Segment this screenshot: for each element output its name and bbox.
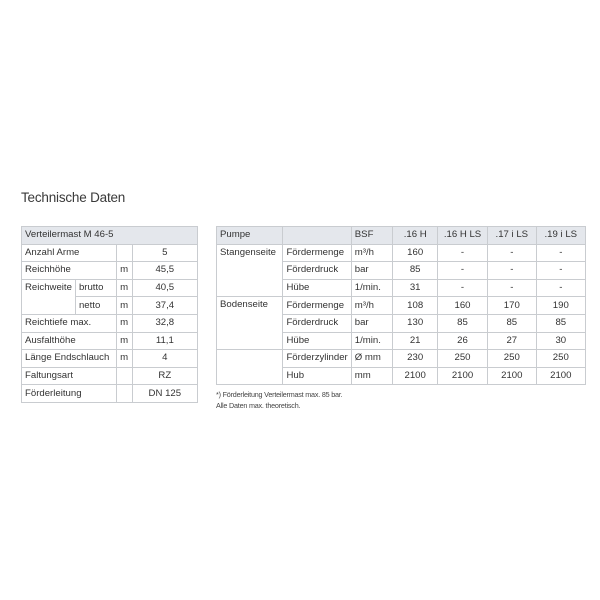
value-cell: 2100 [393,367,438,385]
row-unit: m [116,350,132,368]
value-cell: - [536,244,585,262]
table-row [22,385,198,403]
value-cell: 2100 [536,367,585,385]
value-cell: 190 [536,297,585,315]
param-cell: Hübe [283,279,351,297]
value-cell: - [488,279,537,297]
unit-cell: m³/h [351,297,393,315]
value-cell: - [536,262,585,280]
value-cell: 250 [437,350,487,368]
header-cell-17ils: .17 i LS [488,227,537,245]
row-label: Länge Endschlauch [22,350,117,368]
row-unit [116,367,132,385]
page-title: Technische Daten [21,190,126,205]
value-cell: - [536,279,585,297]
value-cell: 250 [536,350,585,368]
value-cell: - [488,262,537,280]
value-cell: - [488,244,537,262]
row-value: 11,1 [132,332,197,350]
header-cell-param [283,227,351,245]
table-row [22,262,198,280]
table-row [22,332,198,350]
row-value: 45,5 [132,262,197,280]
table-row [217,350,586,368]
row-unit: m [116,279,132,297]
unit-cell: 1/min. [351,279,393,297]
table-row [217,297,586,315]
row-sublabel: brutto [75,279,116,297]
group-label-empty [217,350,283,385]
header-cell-16h: .16 H [393,227,438,245]
row-unit: m [116,332,132,350]
boom-spec-table [21,226,198,403]
pump-spec-table [216,226,586,385]
table-row [217,244,586,262]
value-cell: 2100 [437,367,487,385]
row-group-label: Reichweite [22,279,76,314]
value-cell: 31 [393,279,438,297]
unit-cell: mm [351,367,393,385]
unit-cell: bar [351,314,393,332]
param-cell: Hübe [283,332,351,350]
value-cell: - [437,244,487,262]
table-header-row [217,227,586,245]
value-cell: 85 [536,314,585,332]
row-value: DN 125 [132,385,197,403]
value-cell: 85 [437,314,487,332]
table-row [22,367,198,385]
unit-cell: m³/h [351,244,393,262]
value-cell: 27 [488,332,537,350]
value-cell: 250 [488,350,537,368]
table-row [22,350,198,368]
group-label-bodenseite: Bodenseite [217,297,283,350]
footnote-theoretical: Alle Daten max. theoretisch. [216,401,301,410]
row-value: 32,8 [132,314,197,332]
row-label: Ausfalthöhe [22,332,117,350]
row-unit: m [116,297,132,315]
table-header-row [22,227,198,245]
row-label: Reichtiefe max. [22,314,117,332]
row-value: 40,5 [132,279,197,297]
table-row [22,279,198,297]
value-cell: 85 [488,314,537,332]
unit-cell: bar [351,262,393,280]
param-cell: Hub [283,367,351,385]
value-cell: 30 [536,332,585,350]
row-unit: m [116,314,132,332]
value-cell: 108 [393,297,438,315]
value-cell: 26 [437,332,487,350]
unit-cell: 1/min. [351,332,393,350]
group-label-stangenseite: Stangenseite [217,244,283,297]
row-value: 4 [132,350,197,368]
row-value: RZ [132,367,197,385]
row-unit [116,244,132,262]
row-label: Förderleitung [22,385,117,403]
value-cell: - [437,279,487,297]
value-cell: 130 [393,314,438,332]
value-cell: 21 [393,332,438,350]
header-cell-16hls: .16 H LS [437,227,487,245]
param-cell: Förderdruck [283,314,351,332]
table-row [22,244,198,262]
row-value: 37,4 [132,297,197,315]
footnote-pressure: *) Förderleitung Verteilermast max. 85 bar. [216,390,343,399]
table-row [22,314,198,332]
header-cell-19ils: .19 i LS [536,227,585,245]
value-cell: 230 [393,350,438,368]
value-cell: 85 [393,262,438,280]
row-sublabel: netto [75,297,116,315]
param-cell: Fördermenge [283,297,351,315]
value-cell: 2100 [488,367,537,385]
value-cell: 160 [437,297,487,315]
row-value: 5 [132,244,197,262]
value-cell: 160 [393,244,438,262]
value-cell: 170 [488,297,537,315]
header-cell-bsf: BSF [351,227,393,245]
header-cell-pumpe: Pumpe [217,227,283,245]
row-label: Reichhöhe [22,262,117,280]
row-label: Anzahl Arme [22,244,117,262]
param-cell: Förderzylinder [283,350,351,368]
row-label: Faltungsart [22,367,117,385]
row-unit: m [116,262,132,280]
unit-cell: Ø mm [351,350,393,368]
row-unit [116,385,132,403]
param-cell: Förderdruck [283,262,351,280]
param-cell: Fördermenge [283,244,351,262]
table-header-boom: Verteilermast M 46-5 [22,227,198,245]
value-cell: - [437,262,487,280]
